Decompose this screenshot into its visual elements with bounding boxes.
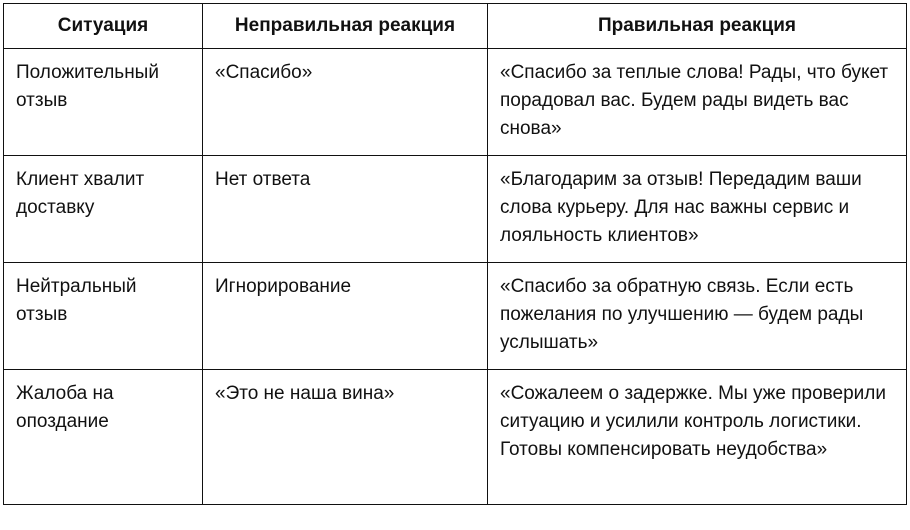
table-row [4,370,907,505]
table-body [4,49,907,505]
table-row [4,156,907,263]
header-situation: Ситуация [4,4,203,49]
table-row [4,263,907,370]
cell-wrong-reaction: «Это не наша вина» [203,370,488,505]
cell-situation: Жалоба на опоздание [4,370,203,505]
table-row [4,49,907,156]
cell-situation: Нейтральный отзыв [4,263,203,370]
cell-wrong-reaction: «Спасибо» [203,49,488,156]
table-header [4,4,907,49]
cell-situation: Клиент хвалит доставку [4,156,203,263]
cell-situation: Положительный отзыв [4,49,203,156]
cell-right-reaction: «Спасибо за теплые слова! Рады, что букет порадовал вас. Будем рады видеть вас снова» [488,49,907,156]
response-comparison-table [3,3,907,505]
cell-right-reaction: «Сожалеем о задержке. Мы уже проверили ситуацию и усилили контроль логистики. Готовы компенсировать неудобства» [488,370,907,505]
cell-right-reaction: «Спасибо за обратную связь. Если есть пожелания по улучшению — будем рады услышать» [488,263,907,370]
header-wrong-reaction: Неправильная реакция [203,4,488,49]
header-row [4,4,907,49]
cell-wrong-reaction: Нет ответа [203,156,488,263]
cell-right-reaction: «Благодарим за отзыв! Передадим ваши слова курьеру. Для нас важны сервис и лояльность клиентов» [488,156,907,263]
header-right-reaction: Правильная реакция [488,4,907,49]
cell-wrong-reaction: Игнорирование [203,263,488,370]
